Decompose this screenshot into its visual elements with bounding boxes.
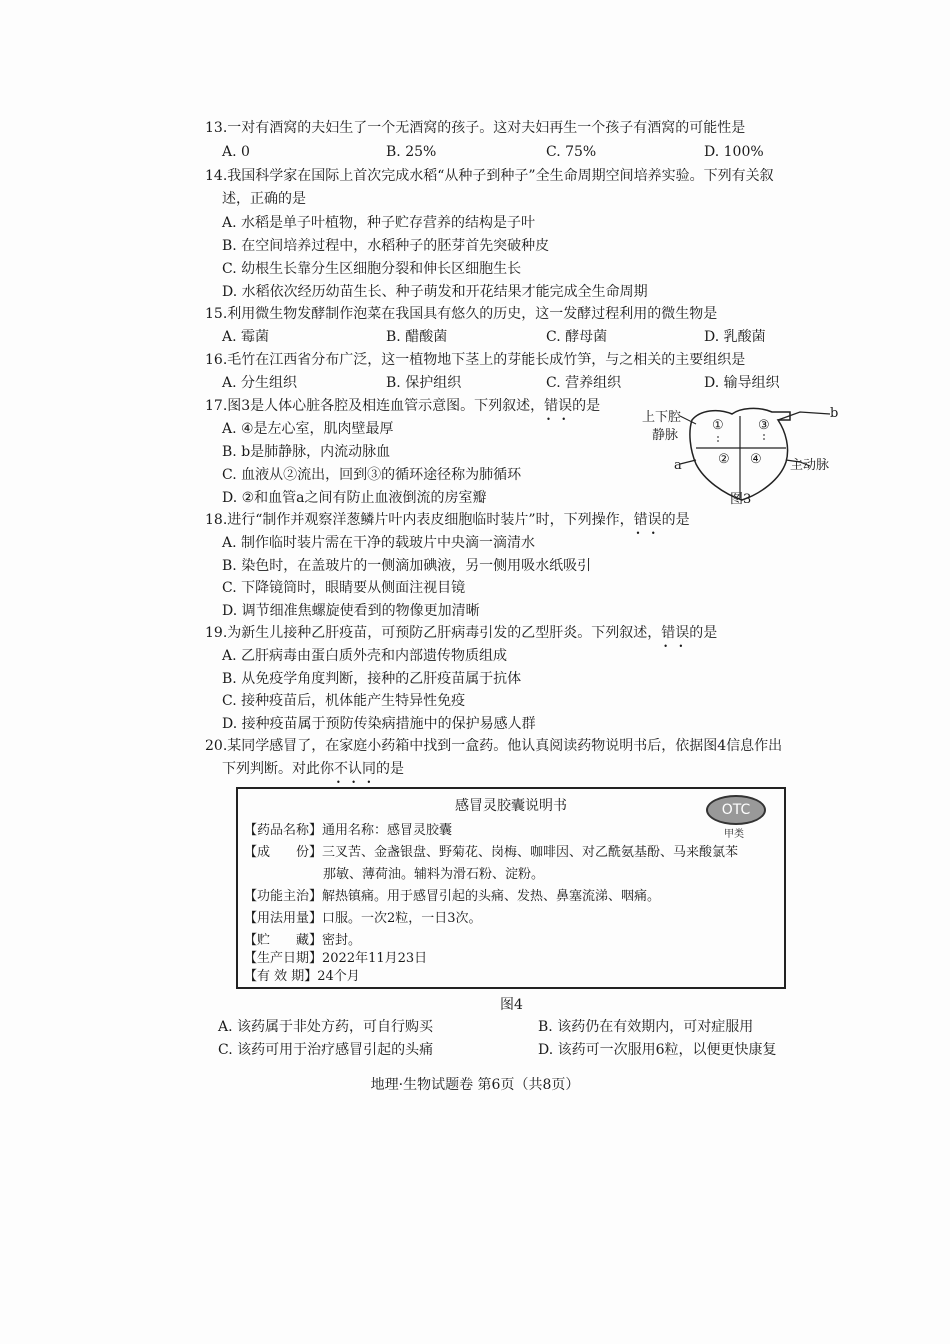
q19-option-a: A. 乙肝病毒由蛋白质外壳和内部遗传物质组成 bbox=[222, 648, 508, 664]
insert-row-ingredients: 【成 份】三叉苦、金盏银盘、野菊花、岗梅、咖啡因、对乙酰氨基酚、马来酸氯苯 bbox=[244, 845, 739, 860]
insert-row-indications: 【功能主治】解热镇痛。用于感冒引起的头痛、发热、鼻塞流涕、咽痛。 bbox=[244, 889, 661, 904]
q14-option-b: B. 在空间培养过程中，水稻种子的胚芽首先突破种皮 bbox=[222, 238, 550, 254]
q17-option-a: A. ④是左心室，肌肉壁最厚 bbox=[222, 421, 394, 437]
q20-emphasis: 不认同 • • • bbox=[334, 759, 376, 779]
q15-option-c: C. 酵母菌 bbox=[546, 329, 608, 345]
q18-option-c: C. 下降镜筒时，眼睛要从侧面注视目镜 bbox=[222, 580, 466, 596]
q19-stem bbox=[205, 623, 717, 643]
q18-option-b: B. 染色时，在盖玻片的一侧滴加碘液，另一侧用吸水纸吸引 bbox=[222, 558, 592, 574]
otc-class-label: 甲类 bbox=[724, 829, 744, 840]
q18-option-a: A. 制作临时装片需在干净的载玻片中央滴一滴清水 bbox=[222, 535, 536, 551]
q19-emphasis: 错误 • • bbox=[661, 623, 689, 643]
q19-option-d: D. 接种疫苗属于预防传染病措施中的保护易感人群 bbox=[222, 716, 536, 732]
q13-option-c: C. 75% bbox=[546, 144, 597, 160]
q19-option-b: B. 从免疫学角度判断，接种的乙肝疫苗属于抗体 bbox=[222, 671, 522, 687]
q13-option-a: A. 0 bbox=[222, 144, 250, 160]
label-vessel-b: b bbox=[830, 406, 839, 421]
otc-badge: OTC bbox=[706, 795, 766, 825]
q16-option-c: C. 营养组织 bbox=[546, 375, 622, 391]
label-vena-cava-2: 静脉 bbox=[652, 428, 679, 443]
q18-emphasis: 错误 • • bbox=[634, 510, 662, 530]
insert-row-validity: 【有 效 期】24个月 bbox=[244, 969, 360, 984]
q13-option-b: B. 25% bbox=[386, 144, 437, 160]
q20-option-a: A. 该药属于非处方药，可自行购买 bbox=[218, 1019, 434, 1035]
label-vessel-a: a bbox=[674, 458, 682, 473]
figure-3-caption: 图3 bbox=[730, 492, 752, 507]
q18-stem-text: 18.进行“制作并观察洋葱鳞片叶内表皮细胞临时装片”时，下列操作， bbox=[205, 512, 634, 528]
q14-option-d: D. 水稻依次经历幼苗生长、种子萌发和开花结果才能完成全生命周期 bbox=[222, 284, 648, 300]
q19-option-c: C. 接种疫苗后，机体能产生特异性免疫 bbox=[222, 693, 466, 709]
q17-option-c: C. 血液从②流出，回到③的循环途径称为肺循环 bbox=[222, 467, 522, 483]
label-chamber-1: ① bbox=[712, 418, 724, 433]
insert-row-storage: 【贮 藏】密封。 bbox=[244, 933, 362, 948]
q16-stem: 16.毛竹在江西省分布广泛，这一植物地下茎上的芽能长成竹笋，与之相关的主要组织是 bbox=[205, 352, 746, 368]
label-chamber-3: ③ bbox=[758, 418, 770, 433]
q17-stem bbox=[205, 396, 600, 416]
q15-stem: 15.利用微生物发酵制作泡菜在我国具有悠久的历史，这一发酵过程利用的微生物是 bbox=[205, 306, 718, 322]
label-chamber-2: ② bbox=[718, 452, 730, 467]
label-chamber-4: ④ bbox=[750, 452, 762, 467]
q16-option-a: A. 分生组织 bbox=[222, 375, 298, 391]
label-vena-cava: 上下腔 bbox=[642, 410, 682, 425]
q19-stem-tail: 的是 bbox=[689, 625, 718, 641]
q20-stem: 20.某同学感冒了，在家庭小药箱中找到一盒药。他认真阅读药物说明书后，依据图4信息作出 bbox=[205, 738, 783, 754]
figure-4-caption: 图4 bbox=[500, 997, 523, 1013]
q18-stem bbox=[205, 510, 690, 530]
q14-option-c: C. 幼根生长靠分生区细胞分裂和伸长区细胞生长 bbox=[222, 261, 522, 277]
q15-option-b: B. 醋酸菌 bbox=[386, 329, 448, 345]
q17-option-b: B. b是肺静脉，内流动脉血 bbox=[222, 444, 391, 460]
drug-insert-box bbox=[236, 787, 786, 989]
q17-emphasis: 错误 • • bbox=[544, 396, 572, 416]
q15-option-a: A. 霉菌 bbox=[222, 329, 270, 345]
q13-option-d: D. 100% bbox=[704, 144, 764, 160]
q17-stem-text: 17.图3是人体心脏各腔及相连血管示意图。下列叙述， bbox=[205, 398, 545, 414]
insert-row-production-date: 【生产日期】2022年11月23日 bbox=[244, 951, 428, 966]
q17-stem-tail: 的是 bbox=[572, 398, 601, 414]
label-aorta: 主动脉 bbox=[790, 458, 830, 473]
q14-stem-cont: 述，正确的是 bbox=[222, 191, 306, 207]
q16-option-d: D. 输导组织 bbox=[704, 375, 780, 391]
q20-stem-cont bbox=[222, 759, 404, 779]
q15-option-d: D. 乳酸菌 bbox=[704, 329, 766, 345]
q13-stem: 13.一对有酒窝的夫妇生了一个无酒窝的孩子。这对夫妇再生一个孩子有酒窝的可能性是 bbox=[205, 120, 746, 136]
page-footer: 地理·生物试题卷 第6页（共8页） bbox=[370, 1077, 580, 1093]
q16-option-b: B. 保护组织 bbox=[386, 375, 462, 391]
q20-option-d: D. 该药可一次服用6粒，以便更快康复 bbox=[538, 1042, 777, 1058]
insert-row-ingredients-cont: 那敏、薄荷油。辅料为滑石粉、淀粉。 bbox=[323, 867, 545, 882]
insert-row-name: 【药品名称】通用名称：感冒灵胶囊 bbox=[244, 823, 453, 838]
q17-option-d: D. ②和血管a之间有防止血液倒流的房室瓣 bbox=[222, 490, 487, 506]
insert-title: 感冒灵胶囊说明书 bbox=[455, 798, 567, 814]
insert-row-dosage: 【用法用量】口服。一次2粒，一日3次。 bbox=[244, 911, 482, 926]
q20-stem-cont-text: 下列判断。对此你 bbox=[222, 761, 334, 777]
q14-stem: 14.我国科学家在国际上首次完成水稻“从种子到种子”全生命周期空间培养实验。下列有关叙 bbox=[205, 168, 774, 184]
q20-stem-cont-tail: 的是 bbox=[376, 761, 404, 777]
q18-option-d: D. 调节细准焦螺旋使看到的物像更加清晰 bbox=[222, 603, 480, 619]
q14-option-a: A. 水稻是单子叶植物，种子贮存营养的结构是子叶 bbox=[222, 215, 536, 231]
q20-option-c: C. 该药可用于治疗感冒引起的头痛 bbox=[218, 1042, 434, 1058]
q18-stem-tail: 的是 bbox=[661, 512, 690, 528]
heart-diagram bbox=[640, 402, 840, 512]
q19-stem-text: 19.为新生儿接种乙肝疫苗，可预防乙肝病毒引发的乙型肝炎。下列叙述， bbox=[205, 625, 662, 641]
q20-option-b: B. 该药仍在有效期内，可对症服用 bbox=[538, 1019, 754, 1035]
